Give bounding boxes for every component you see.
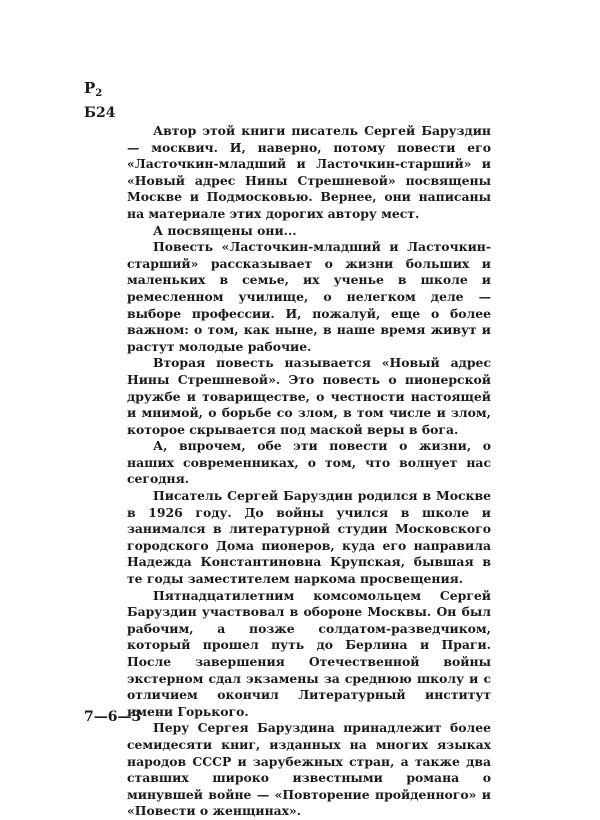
classification-subscript: 2: [95, 88, 103, 99]
annotation-paragraph: Писатель Сергей Баруздин родился в Москве в 1926 году. До войны учился в школе и занимался в литературной студии Московского городского Дома пионеров, куда его направила Надежда Константиновна Крупская, бывшая в те годы заместителем наркома просвещения.: [127, 488, 491, 587]
publisher-code: 7—6—3: [84, 709, 142, 725]
annotation-paragraph: А, впрочем, обе эти повести о жизни, о наших современниках, о том, что волнует нас сегодня.: [127, 438, 491, 487]
annotation-paragraph: Автор этой книги писатель Сергей Баруздин — москвич. И, наверно, потому повести его «Ласточкин-младший и Ласточкин-старший» и «Новый адрес Нины Стрешневой» посвящены Москве и Подмосковью. Вернее, они написаны на материале этих дорогих автору мест.: [127, 123, 491, 221]
author-mark: Б24: [84, 105, 116, 121]
annotation-paragraph: Перу Сергея Баруздина принадлежит более семидесяти книг, изданных на многих языках народов СССР и зарубежных стран, а также два ставших широко известными романа о минувшей войне — «Повторение пройденного» и «Повести о женщинах».: [127, 720, 491, 819]
annotation-paragraph: Пятнадцатилетним комсомольцем Сергей Баруздин участвовал в обороне Москвы. Он был рабочим, а позже солдатом-разведчиком, который прошел путь до Берлина и Праги. После завершения Отечественной войны экстерном сдал экзамены за среднюю школу и с отличием окончил Литературный институт имени Горького.: [127, 587, 491, 719]
annotation-paragraph: Вторая повесть называется «Новый адрес Нины Стрешневой». Это повесть о пионерской дружбе и товариществе, о честности настоящей и мнимой, о борьбе со злом, в том числе и злом, которое скрывается под маской веры в бога.: [127, 355, 491, 437]
annotation-paragraph: А посвящены они...: [153, 222, 297, 238]
classification-letter: Р: [84, 79, 96, 97]
annotation-text: [127, 123, 491, 820]
bbk-classification-index: [84, 78, 102, 104]
annotation-paragraph: Повесть «Ласточкин-младший и Ласточкин-старший» рассказывает о жизни больших и маленьких в семье, их ученье в школе и ремесленном училище, о нелегком деле — выборе профессии. И, пожалуй, еще о более важном: о том, как ныне, в наше время живут и растут молодые рабочие.: [127, 239, 491, 354]
